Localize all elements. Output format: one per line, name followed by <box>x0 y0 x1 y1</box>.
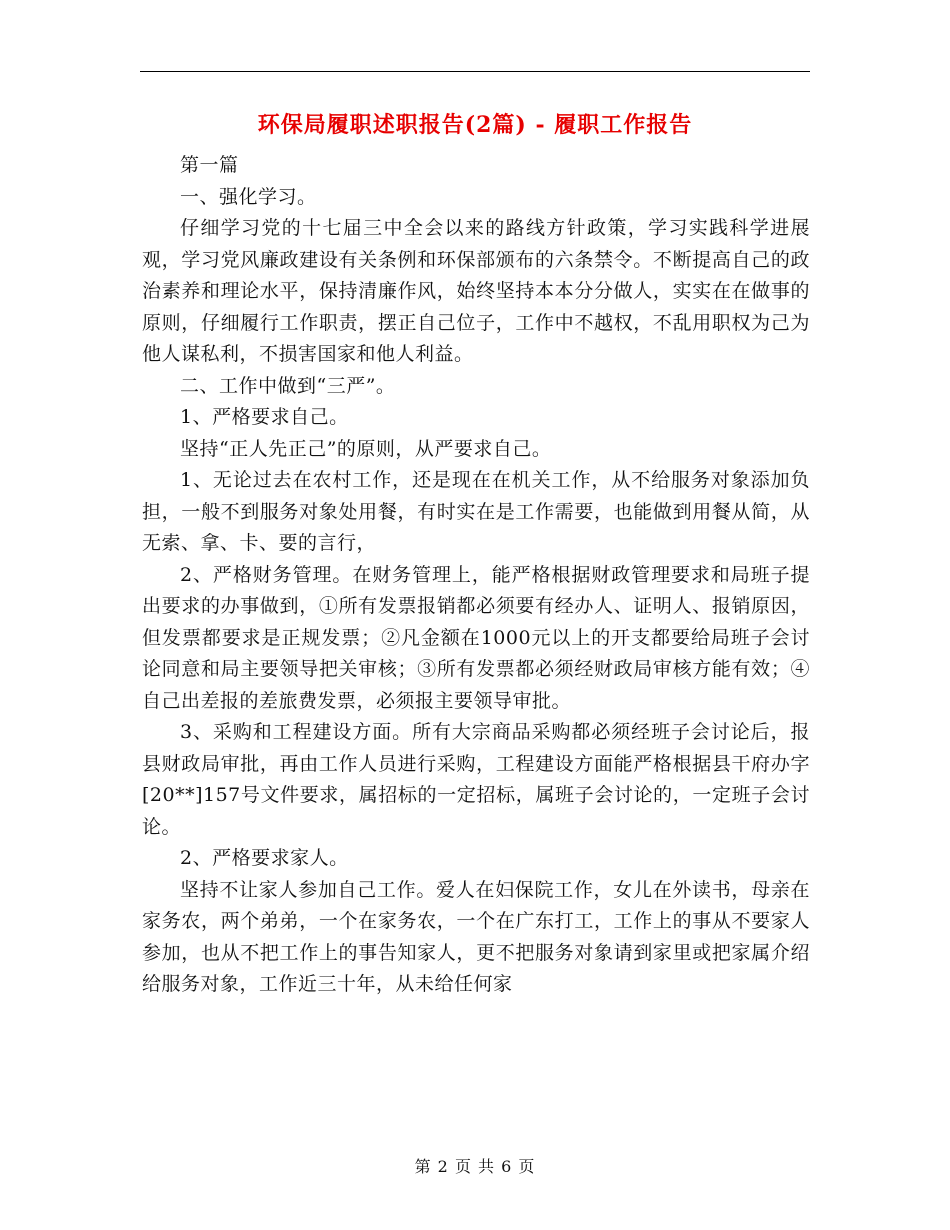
section-heading-part-one: 第一篇 <box>180 154 239 176</box>
document-body <box>142 150 810 1001</box>
paragraph-study-content: 仔细学习党的十七届三中全会以来的路线方针政策，学习实践科学进展观，学习党风廉政建设有关条例和环保部颁布的六条禁令。不断提高自己的政治素养和理论水平，保持清廉作风，始终坚持本本分分做人，实实在在做事的原则，仔细履行工作职责，摆正自己位子，工作中不越权，不乱用职权为己为他人谋私利，不损害国家和他人利益。 <box>142 217 810 365</box>
heading-strengthen-study: 一、强化学习。 <box>180 185 317 208</box>
paragraph-no-burden: 1、无论过去在农村工作，还是现在在机关工作，从不给服务对象添加负担，一般不到服务对象处用餐，有时实在是工作需要，也能做到用餐从简，从无索、拿、卡、要的言行， <box>142 469 810 554</box>
heading-strict-self: 1、严格要求自己。 <box>180 406 349 428</box>
page-number: 第 2 页 共 6 页 <box>414 1157 536 1176</box>
paragraph-family-content: 坚持不让家人参加自己工作。爱人在妇保院工作，女儿在外读书，母亲在家务农，两个弟弟，一个在家务农，一个在广东打工，工作上的事从不要家人参加，也从不把工作上的事告知家人，更不把服务对象请到家里或把家属介绍给服务对象，工作近三十年，从未给任何家 <box>142 878 810 995</box>
heading-strict-family: 2、严格要求家人。 <box>180 847 349 869</box>
paragraph-finance-management: 2、严格财务管理。在财务管理上，能严格根据财政管理要求和局班子提出要求的办事做到，①所有发票报销都必须要有经办人、证明人、报销原因，但发票都要求是正规发票；②凡金额在1000元以上的开支都要给局班子会讨论同意和局主要领导把关审核；③所有发票都必须经财政局审核方能有效；④自己出差报的差旅费发票，必须报主要领导审批。 <box>142 563 810 712</box>
paragraph-procurement-construction: 3、采购和工程建设方面。所有大宗商品采购都必须经班子会讨论后，报县财政局审批，再由工作人员进行采购，工程建设方面能严格根据县干府办字[20**]157号文件要求，属招标的一定招标，属班子会讨论的，一定班子会讨论。 <box>142 721 810 838</box>
header-rule <box>140 71 810 72</box>
paragraph-correct-self-principle: 坚持“正人先正己”的原则，从严要求自己。 <box>180 437 552 460</box>
document-title: 环保局履职述职报告(2篇) - 履职工作报告 <box>257 112 693 138</box>
heading-three-strict: 二、工作中做到“三严”。 <box>180 374 396 397</box>
